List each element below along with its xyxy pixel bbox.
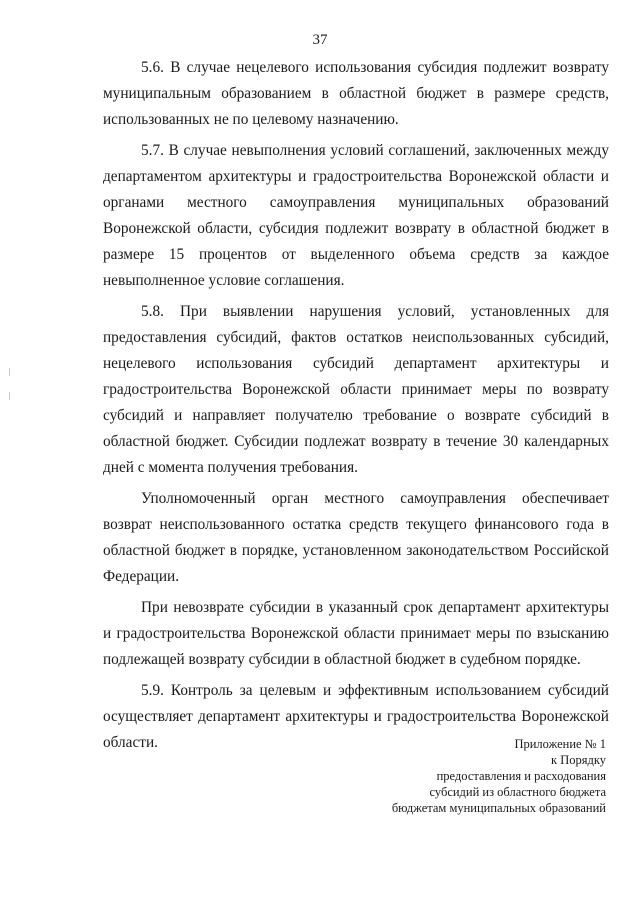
paragraph-authorized-body: Уполномоченный орган местного самоуправления обеспечивает возврат неиспользованного остатка средств текущего финансового года в областной бюджет в порядке, установленном законодательством Российской Федерации.: [103, 490, 609, 585]
paragraph-5-9: 5.9. Контроль за целевым и эффективным использованием субсидий осуществляет департамент архитектуры и градостроительства Воронежской области.: [103, 682, 609, 751]
appendix-line: Приложение № 1: [514, 737, 606, 751]
paragraph-non-return: При невозврате субсидии в указанный срок департамент архитектуры и градостроительства Воронежской области принимает меры по взысканию подлежащей возврату субсидии в областной бюджет в судебном порядке.: [103, 599, 609, 668]
appendix-note: [330, 736, 606, 816]
page-number: 37: [312, 32, 328, 48]
appendix-line: субсидий из областного бюджета: [429, 785, 606, 799]
appendix-line: бюджетам муниципальных образований: [391, 801, 606, 815]
appendix-line: к Порядку: [551, 753, 606, 767]
paragraph-5-8: 5.8. При выявлении нарушения условий, установленных для предоставления субсидий, фактов остатков неиспользованных субсидий, нецелевого использования субсидий департамент архитектуры и градостроительства Воронежской области принимает меры по возврату субсидий и направляет получателю требование о возврате субсидий в областной бюджет. Субсидии подлежат возврату в течение 30 календарных дней с момента получения требования.: [103, 303, 609, 476]
appendix-line: предоставления и расходования: [436, 769, 606, 783]
paragraph-5-6: 5.6. В случае нецелевого использования субсидия подлежит возврату муниципальным образованием в областной бюджет в размере средств, использованных не по целевому назначению.: [103, 59, 609, 128]
document-body: [103, 55, 609, 761]
scan-margin-mark: [9, 368, 10, 376]
scan-margin-mark: [9, 392, 10, 400]
paragraph-5-7: 5.7. В случае невыполнения условий соглашений, заключенных между департаментом архитектуры и градостроительства Воронежской области и органами местного самоуправления муниципальных образований Воронежской области, субсидия подлежит возврату в областной бюджет в размере 15 процентов от выделенного объема средств за каждое невыполненное условие соглашения.: [103, 142, 609, 289]
